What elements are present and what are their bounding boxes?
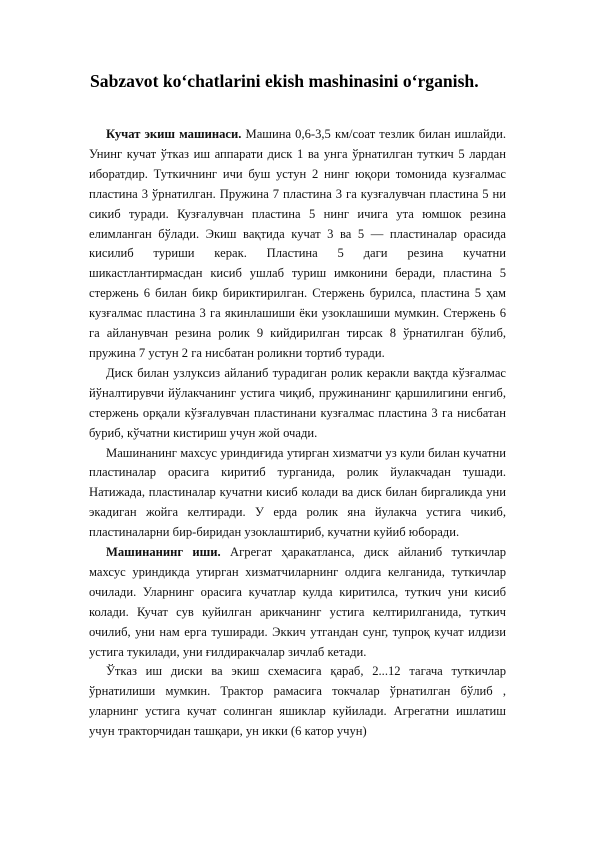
document-title: Sabzavot ko‘chatlarini ekish mashinasini o‘rganish. [90, 71, 479, 91]
paragraph-text: Диск билан узлуксиз айланиб турадиган ролик керакли вақтда кўзғалмас йўналтирувчи йўлакчанинг устига чиқиб, пружинанинг қаршилигини енгиб, стержень орқали кўзғалувчан пластинани кузғалмас пластина 3 га нисбатан буриб, кўчатни кистириш учун жой очади. [89, 365, 506, 440]
paragraph-lead-machine-operation: Машинанинг иши. [106, 545, 221, 560]
paragraph-text: Ўтказ иш диски ва экиш схемасига қараб, 2...12 тагача туткичлар ўрнатилиши мумкин. Трактор рамасига токчалар ўрнатилган бўлиб , уларнинг устига кучат солинган яшиклар куйилади. Агрегатни ишлатиш учун тракторчидан ташқари, ун икки (6 катор учун) [89, 664, 506, 739]
paragraph-disk-roller [89, 364, 506, 444]
paragraph-seedling-machine [89, 125, 506, 364]
paragraph-text: Машинанинг махсус уриндиғида утирган хизматчи уз кули билан кучатни пластиналар орасига киритиб турганида, ролик йулакчадан тушади. Натижада, пластиналар кучатни кисиб колади ва диск билан биргаликда уни экадиган жойга келтиради. У ерда ролик яна йулакча устига чикиб, пластиналарни бир-биридан узоклаштириб, кучатни куйиб юборади. [89, 445, 506, 540]
paragraph-holders-count [89, 662, 506, 742]
paragraph-machine-operation [89, 543, 506, 662]
document-body [89, 125, 506, 742]
paragraph-operator [89, 444, 506, 544]
paragraph-lead-seedling-machine: Кучат экиш машинаси. [106, 127, 242, 141]
paragraph-text: Агрегат ҳаракатланса, диск айланиб туткичлар махсус уриндикда утирган хизматчиларнинг олдига келганида, туткичлар очилади. Уларнинг орасига кучатлар кулда киритилса, туткич уни кисиб колади. Кучат сув куйилган арикчанинг устига келтирилганида, туткич очилиб, уни нам ерга туширади. Эккич утгандан сунг, тупроқ кучат илдизи устига тукилади, уни ғилдиракчалар зичлаб кетади. [89, 545, 506, 659]
paragraph-text: Машина 0,6-3,5 км/соат тезлик билан ишлайди. Унинг кучат ўтказ иш аппарати диск 1 ва унга ўрнатилган туткич 5 лардан иборатдир. Туткичнинг ичи буш устун 2 нинг юқори томонида кузғалмас пластина 3 ўрнатилган. Пружина 7 пластина 3 га кузғалувчан пластина 5 ни сикиб туради. Кузғалувчан пластина 5 нинг ичига ута юмшок резина елимланган бўлади. Экиш вақтида кучат 3 ва 5 — пластиналар орасида кисилиб туриши керак. Пластина 5 даги резина кучатни шикастлантирмасдан кисиб ушлаб туриш имконини беради, пластина 5 стержень 6 билан бикр бириктирилган. Стержень бурилса, пластина 5 ҳам кузғалмас пластина 3 га якинлашиши ёки узоклашиши мумкин. Стержень 6 га айланувчан резина ролик 9 кийдирилган тирсак 8 ўрнатилган бўлиб, пружина 7 устун 2 га нисбатан роликни тортиб туради. [89, 127, 506, 360]
